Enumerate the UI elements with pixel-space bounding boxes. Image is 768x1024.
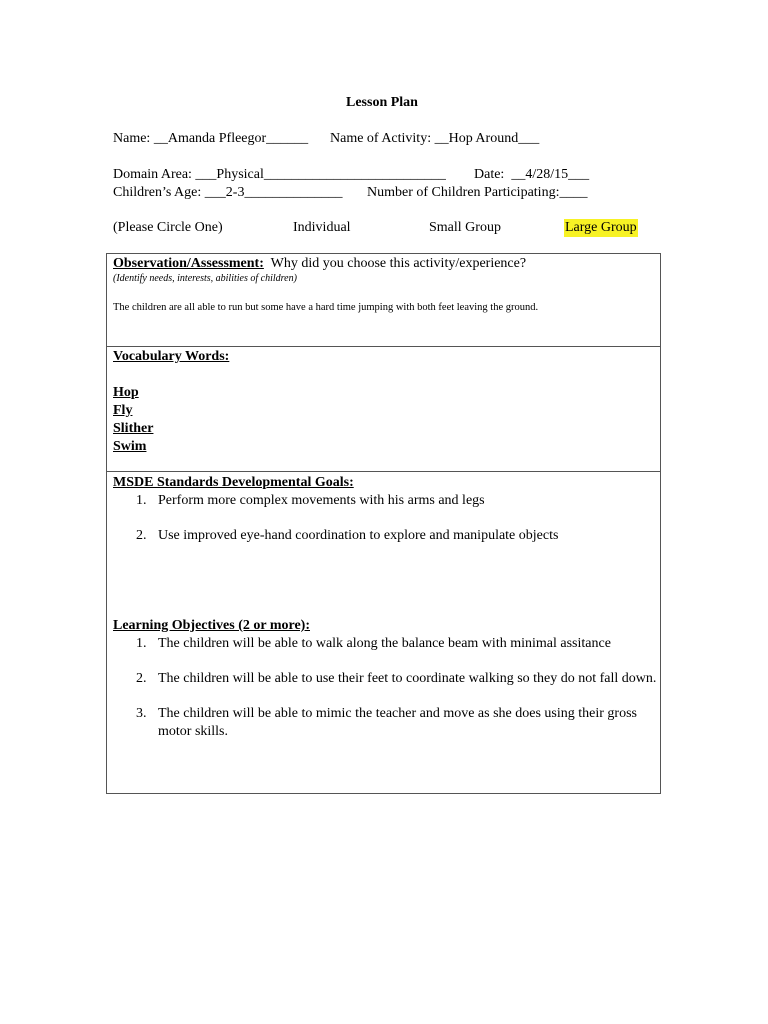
domain-label: Domain Area: (113, 167, 196, 182)
standards-goal-list (113, 492, 661, 545)
observation-cell (106, 255, 661, 315)
list-item: 1. Perform more complex movements with his arms and legs (136, 493, 485, 508)
vocab-word-hop: Hop (113, 385, 139, 400)
date-line (474, 166, 589, 184)
domain-line (113, 166, 446, 184)
activity-value: __Hop Around___ (434, 131, 540, 146)
list-item: 2. The children will be able to use their feet to coordinate walking so they do not fall down. (136, 671, 657, 686)
standards-cell (106, 474, 661, 545)
age-line (113, 184, 342, 202)
vocab-word-fly: Fly (113, 403, 133, 418)
circle-option-individual: Individual (293, 220, 351, 235)
list-item: 2. Use improved eye-hand coordination to explore and manipulate objects (136, 528, 559, 543)
circle-option-large-group: Large Group (565, 220, 637, 235)
observation-text: The children are all able to run but some have a hard time jumping with both feet leaving the ground. (113, 302, 539, 313)
standards-heading: MSDE Standards Developmental Goals: (113, 475, 354, 490)
participants-value: ____ (559, 185, 588, 200)
participants-line (367, 184, 587, 202)
vocabulary-cell (106, 348, 661, 456)
vocab-word-slither: Slither (113, 421, 154, 436)
list-item: 3. The children will be able to mimic the teacher and move as she does using their gross motor skills. (136, 706, 637, 739)
observation-question: Why did you choose this activity/experience? (270, 256, 527, 271)
name-line (113, 130, 308, 148)
domain-value: ___Physical__________________________ (195, 167, 446, 182)
name-label: Name: (113, 131, 154, 146)
vocabulary-heading: Vocabulary Words: (113, 349, 230, 364)
list-item: 1. The children will be able to walk along the balance beam with minimal assitance (136, 636, 611, 651)
participants-label: Number of Children Participating: (367, 185, 560, 200)
row-divider-1 (106, 346, 661, 347)
row-divider-2 (106, 471, 661, 472)
observation-hint: (Identify needs, interests, abilities of children) (113, 273, 297, 284)
age-value: ___2-3______________ (204, 185, 343, 200)
date-value: __4/28/15___ (507, 167, 590, 182)
objectives-list (113, 635, 661, 741)
vocab-word-swim: Swim (113, 439, 147, 454)
activity-label: Name of Activity: (330, 131, 435, 146)
circle-label: (Please Circle One) (113, 220, 223, 235)
name-value: __Amanda Pfleegor______ (153, 131, 309, 146)
objectives-heading: Learning Objectives (2 or more): (113, 618, 310, 633)
observation-heading: Observation/Assessment: (113, 256, 264, 271)
circle-option-small-group: Small Group (429, 220, 501, 235)
page-title: Lesson Plan (346, 95, 418, 110)
age-label: Children’s Age: (113, 185, 205, 200)
date-label: Date: (474, 167, 508, 182)
objectives-section (106, 617, 661, 741)
activity-line (330, 130, 539, 148)
